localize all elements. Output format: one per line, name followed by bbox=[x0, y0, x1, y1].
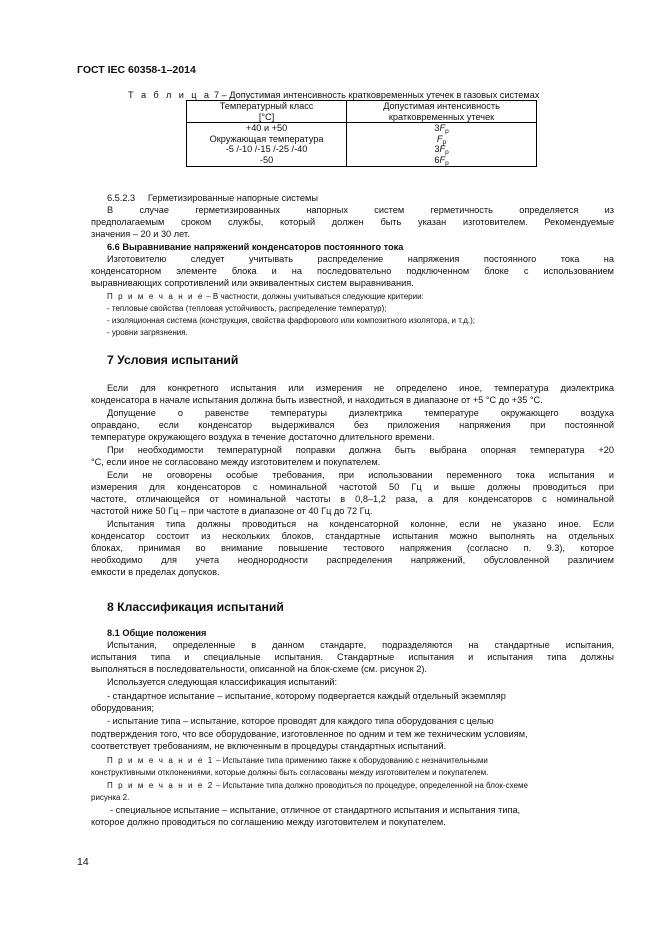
section-66-heading: 6.6 Выравнивание напряжений конденсаторов постоянного тока bbox=[107, 242, 404, 252]
section-7-line: Если для конкретного испытания или измерения не определено иное, температура диэлектрика bbox=[107, 383, 614, 393]
section-7-line: При необходимости температурной поправки должна быть выбрана опорная температура +20 bbox=[107, 445, 614, 455]
section-8-line: которое должно проводиться по соглашению между изготовителем и покупателем. bbox=[91, 817, 446, 827]
section-8-note-2-cont: рисунка 2. bbox=[91, 793, 130, 802]
table-cell-leak-rates bbox=[347, 123, 537, 166]
section-7-line: частотой ниже 50 Гц – при частоте в диапазоне от 40 Гц до 72 Гц. bbox=[91, 506, 373, 516]
section-8-line: Испытания, определенные в данном стандарте, подразделяются на стандартные испытания, bbox=[107, 640, 614, 650]
section-66-note: П р и м е ч а н и е – В частности, должны учитываться следующие критерии: bbox=[107, 292, 424, 301]
section-7-line: Испытания типа должны проводиться на конденсаторной колонне, если не указано иное. Если bbox=[107, 519, 614, 529]
section-8-line: выполняться в последовательности, описанной на блок-схеме (см. рисунок 2). bbox=[91, 664, 427, 674]
section-8-note-1: П р и м е ч а н и е 1 – Испытание типа применимо также к оборудованию с незначительными bbox=[107, 756, 488, 765]
section-66-line: конденсаторном элементе блока и на последовательно подключенном блоке с использованием bbox=[91, 266, 614, 276]
section-7-heading: 7 Условия испытаний bbox=[107, 353, 239, 367]
section-6523-line: предполагаемым сроком службы, который должен быть указан изготовителем. Рекомендуемые bbox=[91, 217, 614, 227]
section-7-line: емкости в пределах допусков. bbox=[91, 567, 220, 577]
section-66-criterion: - изоляционная система (конструкция, свойства фарфорового или композитного изолятора, и т.д.); bbox=[107, 316, 475, 325]
section-8-line: Используется следующая классификация испытаний: bbox=[107, 677, 338, 687]
document-header: ГОСТ IEC 60358-1–2014 bbox=[77, 64, 196, 76]
leak-rate-value: $F_p$ bbox=[436, 133, 447, 146]
section-8-note-1-cont: конструктивными отклонениями, которые должны быть согласованы между изготовителем и покупателем. bbox=[91, 768, 489, 777]
section-8-line: оборудования; bbox=[91, 703, 154, 713]
table-header-temperature-class: Температурный класс [°С] bbox=[187, 101, 347, 123]
section-7-line: частоте, отличающейся от номинальной частоты в 0,8–1,2 раза, а для конденсаторов с номинальной bbox=[91, 494, 614, 504]
section-8-line: - специальное испытание – испытание, отличное от стандартного испытания и испытания типа, bbox=[110, 805, 521, 815]
section-7-line: температуре окружающего воздуха в течение достаточно длительного времени. bbox=[91, 432, 435, 442]
table-caption-number: 7 bbox=[213, 90, 220, 100]
table-caption-text: – Допустимая интенсивность кратковременных утечек в газовых системах bbox=[219, 90, 540, 100]
section-7-line: Если не оговорены особые требования, при использовании переменного тока испытания и bbox=[107, 470, 614, 480]
section-66-line: Изготовителю следует учитывать распределение напряжения постоянного тока на bbox=[107, 254, 614, 264]
section-8-heading: 8 Классификация испытаний bbox=[107, 600, 284, 614]
section-7-line: измерения для конденсаторов с номинальной частотой 50 Гц и выше должны проводиться при bbox=[91, 482, 614, 492]
table-caption bbox=[128, 90, 539, 100]
section-66-criterion: - уровни загрязнения. bbox=[107, 328, 188, 337]
table-caption-prefix: Т а б л и ц а bbox=[128, 90, 212, 100]
section-7-line: конденсатор состоит из нескольких блоков, стандартные испытания можно выполнять на отдельных bbox=[91, 531, 614, 541]
section-8-line: испытания типа и специальные испытания. Стандартные испытания и испытания типа должны bbox=[91, 652, 614, 662]
section-66-criterion: - тепловые свойства (тепловая устойчивость, распределение температур); bbox=[107, 304, 387, 313]
section-8-line: соответствует требованиям, не включенным в процедуры стандартных испытаний. bbox=[91, 741, 447, 751]
section-7-line: Допущение о равенстве температуры диэлектрика температуре окружающего воздуха bbox=[107, 408, 614, 418]
section-8-line: - стандартное испытание – испытание, которому подвергается каждый отдельный экземпляр bbox=[107, 691, 506, 701]
section-7-line: оправдано, если конденсатор выдерживался без приложения напряжения при постоянной bbox=[91, 420, 614, 430]
section-66-line: выравнивающих сопротивлений или эквивалентных систем выравнивания. bbox=[91, 278, 414, 288]
section-6523-line: В случае герметизированных напорных систем герметичность определяется из bbox=[107, 205, 614, 215]
page-number: 14 bbox=[77, 856, 89, 868]
table-cell-temperature-classes: +40 и +50 Окружающая температура -5 /-10 /-15 /-25 /-40 -50 bbox=[187, 123, 347, 166]
leak-rate-value: $3F_p$ bbox=[434, 144, 449, 157]
section-8-line: - испытание типа – испытание, которое проводят для каждого типа оборудования с целью bbox=[107, 716, 494, 726]
section-7-line: блоках, принимая во внимание повышение тестового напряжения (согласно п. 9.3), которое bbox=[91, 543, 614, 553]
section-7-line: °С, если иное не согласовано между изготовителем и покупателем. bbox=[91, 457, 381, 467]
section-81-heading: 8.1 Общие положения bbox=[107, 628, 207, 638]
section-6523-line: значения – 20 и 30 лет. bbox=[91, 229, 190, 239]
section-7-line: конденсатора в начале испытания должна быть известной, и находиться в диапазоне от +5 °С до +35 °С. bbox=[91, 395, 543, 405]
table-header-leak-rate: Допустимая интенсивность кратковременных утечек bbox=[347, 101, 537, 123]
leak-rate-table bbox=[186, 100, 537, 167]
section-8-note-2: П р и м е ч а н и е 2 – Испытание типа должно проводиться по процедуре, определенной на блок-схеме bbox=[107, 781, 528, 790]
section-8-line: подтверждения того, что все оборудование, изготовленное по одним и тем же техническим условиям, bbox=[91, 729, 528, 739]
leak-rate-value: $3F_p$ bbox=[434, 123, 449, 136]
section-6523-heading: 6.5.2.3 Герметизированные напорные системы bbox=[107, 193, 318, 203]
leak-rate-value: $6F_p$ bbox=[434, 154, 449, 167]
section-7-line: необходимо для учета неоднородности распределения напряжений, обусловленной различием bbox=[91, 555, 614, 565]
